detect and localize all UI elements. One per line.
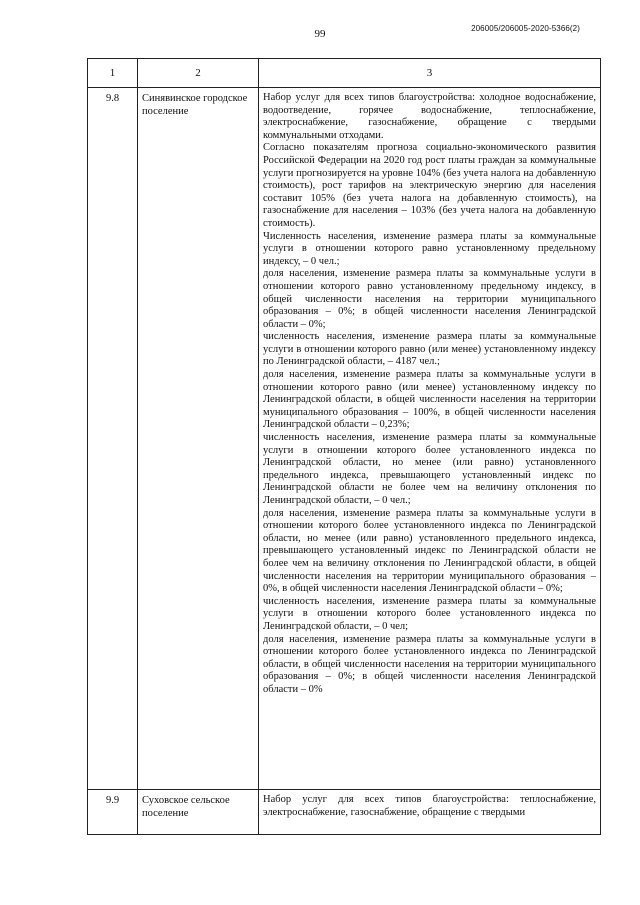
row-description (259, 88, 601, 790)
paragraph: Численность населения, изменение размера платы за коммунальные услуги в отношении которого равно установленному предельному индексу, – 0 чел.; (263, 230, 596, 267)
row-number: 9.9 (88, 790, 138, 835)
row-description (259, 790, 601, 835)
table-row (88, 790, 601, 835)
header-col-1: 1 (88, 59, 138, 88)
settlement-name: Суховское сельское поселение (138, 790, 259, 835)
paragraph: доля населения, изменение размера платы за коммунальные услуги в отношении которого равно установленному предельному индексу, в общей численности населения на территории муниципального образования – 0%; в общей численности населения Ленинградской области – 0%; (263, 268, 596, 330)
paragraph: доля населения, изменение размера платы за коммунальные услуги в отношении которого более установленного индекса по Ленинградской области, в общей численности населения на территории муниципального образования – 0%; в общей численности населения Ленинградской области – 0% (263, 633, 596, 695)
paragraph: Набор услуг для всех типов благоустройства: холодное водоснабжение, водоотведение, горячее водоснабжение, теплоснабжение, электроснабжение, газоснабжение, обращение с твердыми коммунальными отходами. (263, 92, 596, 141)
header-col-2: 2 (138, 59, 259, 88)
row-number: 9.8 (88, 88, 138, 790)
paragraph: Набор услуг для всех типов благоустройства: теплоснабжение, электроснабжение, газоснабжение, обращение с твердыми (263, 794, 596, 818)
services-table (87, 58, 601, 835)
paragraph: доля населения, изменение размера платы за коммунальные услуги в отношении которого равно (или менее) установленному индексу по Ленинградской области, в общей численности населения на территории муниципального образования – 100%, в общей численности населения Ленинградской области – 0,23%; (263, 369, 596, 431)
settlement-name: Синявинское городское поселение (138, 88, 259, 790)
paragraph: численность населения, изменение размера платы за коммунальные услуги в отношении которого равно (или менее) установленному индексу по Ленинградской области, – 4187 чел.; (263, 331, 596, 368)
paragraph: Согласно показателям прогноза социально-экономического развития Российской Федерации на 2020 год рост платы граждан за коммунальные услуги прогнозируется на уровне 104% (без учета налога на добавленную стоимость), рост тарифов на электрическую энергию для населения составит 105% (без учета налога на добавленную стоимость), на газоснабжение для населения – 103% (без учета налога на добавленную стоимость). (263, 142, 596, 229)
table-header-row (88, 59, 601, 88)
paragraph: численность населения, изменение размера платы за коммунальные услуги в отношении которого более установленного индекса по Ленинградской области, – 0 чел; (263, 595, 596, 632)
table-row (88, 88, 601, 790)
paragraph: численность населения, изменение размера платы за коммунальные услуги в отношении которого более установленного индекса по Ленинградской области, но менее (или равно) установленного предельного индекса, превышающего установленный индекс по Ленинградской области не более чем на величину отклонения по Ленинградской области, – 0 чел.; (263, 432, 596, 506)
paragraph: доля населения, изменение размера платы за коммунальные услуги в отношении которого более установленного индекса по Ленинградской области, но менее (или равно) установленного предельного индекса, превышающего установленный индекс по Ленинградской области не более чем на величину отклонения по Ленинградской области, в общей численности населения на территории муниципального образования – 0%, в общей численности населения Ленинградской области – 0%; (263, 507, 596, 595)
document-id: 206005/206005-2020-5366(2) (471, 24, 580, 33)
page-number: 99 (314, 28, 326, 40)
header-col-3: 3 (259, 59, 601, 88)
